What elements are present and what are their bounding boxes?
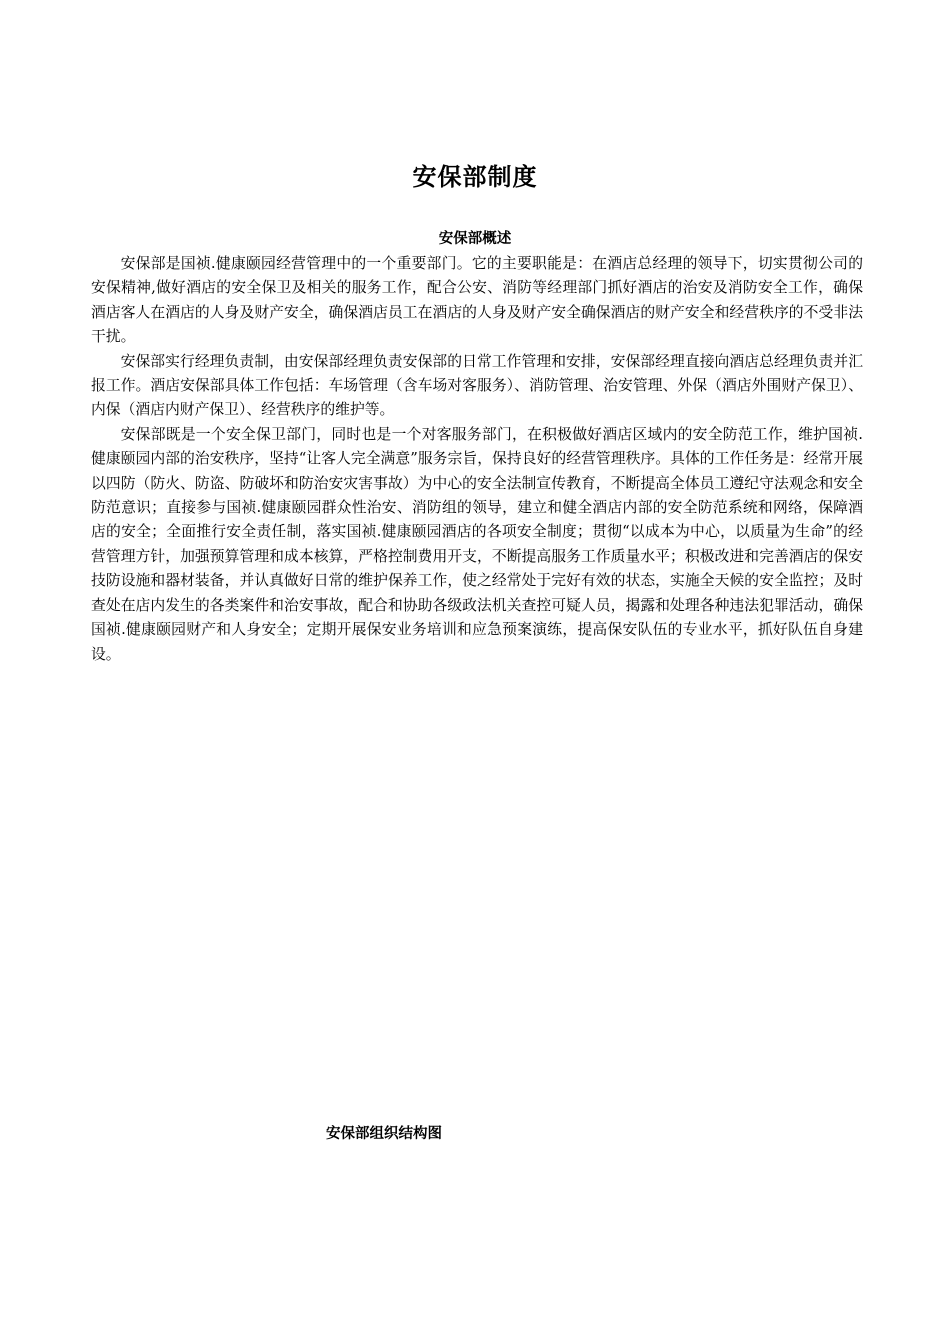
org-chart-heading: 安保部组织结构图 <box>326 1126 442 1142</box>
paragraph-tasks: 安保部既是一个安全保卫部门，同时也是一个对客服务部门，在积极做好酒店区域内的安全防范工作，维护国祯.健康颐园内部的治安秩序，坚持“让客人完全满意”服务宗旨，保持良好的经营管理秩序。具体的工作任务是：经常开展以四防（防火、防盗、防破坏和防治安灾害事故）为中心的安全法制宣传教育，不断提高全体员工遵纪守法观念和安全防范意识；直接参与国祯.健康颐园群众性治安、消防组的领导，建立和健全酒店内部的安全防范系统和网络，保障酒店的安全；全面推行安全责任制，落实国祯.健康颐园酒店的各项安全制度；贯彻“以成本为中心，以质量为生命”的经营管理方针，加强预算管理和成本核算，严格控制费用开支，不断提高服务工作质量水平；积极改进和完善酒店的保安技防设施和器材装备，并认真做好日常的维护保养工作，使之经常处于完好有效的状态，实施全天候的安全监控；及时查处在店内发生的各类案件和治安事故，配合和协助各级政法机关查控可疑人员，揭露和处理各种违法犯罪活动，确保国祯.健康颐园财产和人身安全；定期开展保安业务培训和应急预案演练，提高保安队伍的专业水平，抓好队伍自身建设。 <box>91 425 863 663</box>
overview-heading: 安保部概述 <box>438 231 512 247</box>
paragraph-duties: 安保部是国祯.健康颐园经营管理中的一个重要部门。它的主要职能是：在酒店总经理的领导下，切实贯彻公司的安保精神,做好酒店的安全保卫及相关的服务工作，配合公安、消防等经理部门抓好酒店的治安及消防安全工作，确保酒店客人在酒店的人身及财产安全，确保酒店员工在酒店的人身及财产安全确保酒店的财产安全和经营秩序的不受非法干扰。 <box>91 255 863 346</box>
document-title: 安保部制度 <box>412 163 538 191</box>
overview-body <box>91 252 863 667</box>
paragraph-responsibility: 安保部实行经理负责制，由安保部经理负责安保部的日常工作管理和安排，安保部经理直接向酒店总经理负责并汇报工作。酒店安保部具体工作包括：车场管理（含车场对客服务）、消防管理、治安管理、外保（酒店外围财产保卫）、内保（酒店内财产保卫）、经营秩序的维护等。 <box>91 352 863 419</box>
